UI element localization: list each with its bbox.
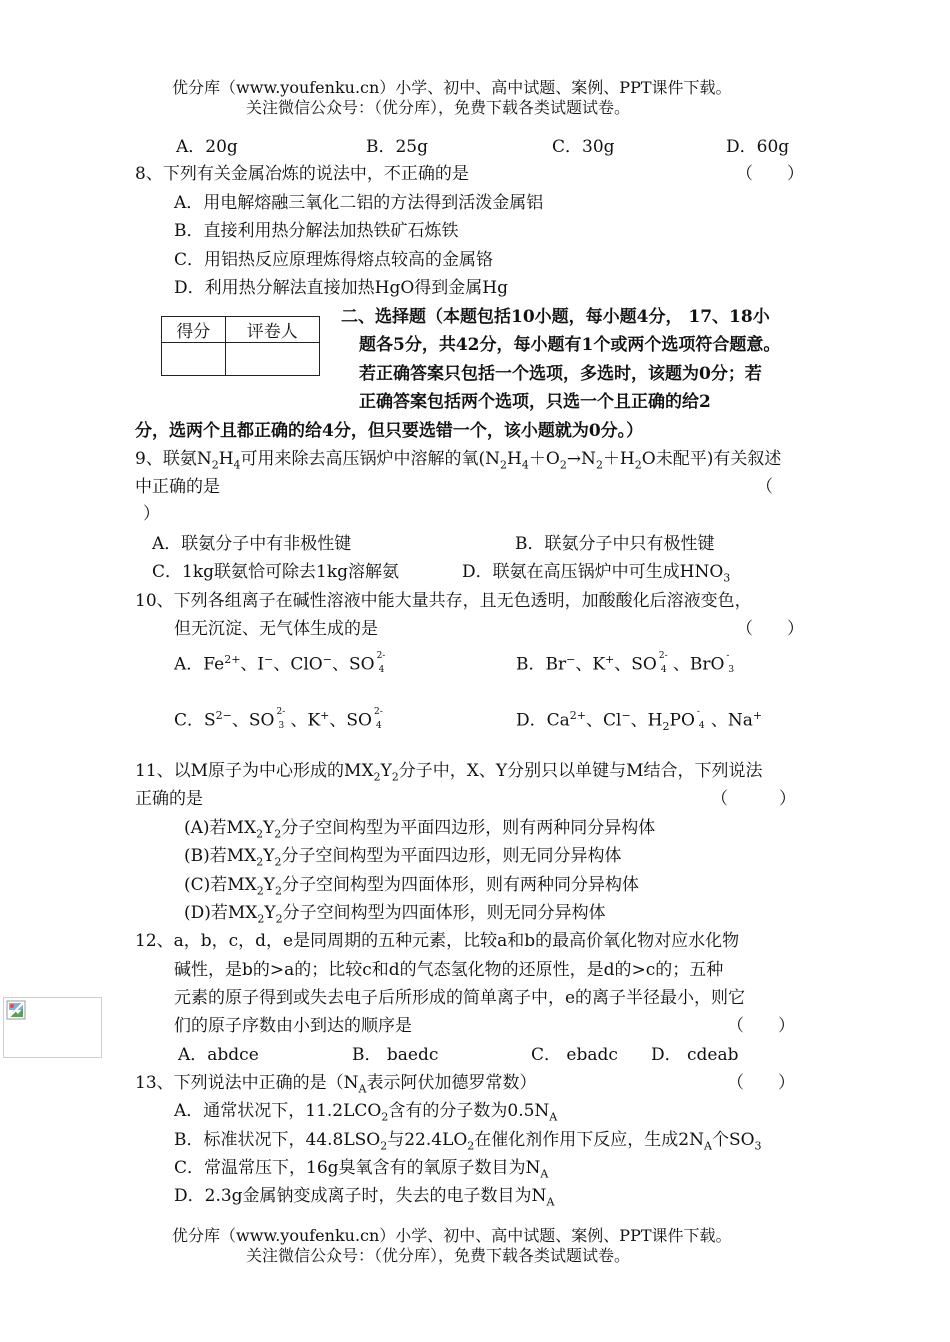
q8-answer-paren: （ ） [736,164,804,184]
subscript: 2 [256,827,264,841]
q11-text: 分子空间构型为平面四边形，则无同分异构体 [281,846,622,866]
q13-stem [135,1072,536,1100]
header-line-1: 优分库（www.youfenku.cn）小学、初中、高中试题、案例、PPT课件下载。 [172,78,732,97]
section2-line-4: 正确答案包括两个选项，只选一个且正确的给2 [359,392,711,412]
subscript: 3 [754,1139,762,1153]
q11-text: (B)若MX [184,846,257,866]
q10-text: C．S [174,710,216,731]
q8-option-c: C．用铝热反应原理炼得熔点较高的金属铬 [174,250,494,270]
q10-text: 、Na [710,710,753,731]
superscript: − [621,709,631,722]
ion-charge-stack [724,649,740,675]
q9-option-c: C．1kg联氨恰可除去1kg溶解氨 [152,562,400,582]
q7-option-a: A．20g [176,137,238,157]
q10-option-b [516,649,740,676]
q10-text: 、Cl [586,710,622,731]
section2-line-2: 题各5分，共42分，每小题有1个或两个选项符合题意。 [359,335,781,355]
q11-stem-line-2: 正确的是 [135,789,203,809]
q13-text: A．通常状况下，11.2LCO [174,1101,382,1121]
q13-text: 含有的分子数为0.5N [388,1101,550,1121]
q10-text: 、H [630,710,663,731]
q12-stem-line-2: 碱性，是b的>a的；比较c和d的气态氢化物的还原性，是d的>c的；五种 [174,960,724,980]
section2-line-3: 若正确答案只包括一个选项，多选时，该题为0分；若 [359,364,762,384]
q8-option-d: D．利用热分解法直接加热HgO得到金属Hg [174,278,508,298]
q12-option-d: D． cdeab [651,1045,739,1065]
score-header: 得分 [162,317,226,343]
subscript: 2 [391,770,399,784]
q10-text: 、K [575,654,606,675]
q10-text: D．Ca [516,710,570,731]
q9-text: 可用来除去高压锅炉中溶解的氧(N [240,449,501,469]
ion-charge-stack [657,649,673,675]
q11-text: Y [263,818,275,838]
q11-text: Y [263,846,275,866]
q13-answer-paren: （ ） [727,1073,795,1093]
q9-text: O未配平)有关叙述 [641,449,782,469]
subscript: 2 [467,1139,475,1153]
subscript: 3 [723,571,731,585]
q12-stem-line-3: 元素的原子得到或失去电子后所形成的简单离子中，e的离子半径最小，则它 [174,988,746,1008]
q9-paren-open: （ [756,477,773,497]
q12-stem-line-4: 们的原子序数由小到达的顺序是 [174,1016,412,1036]
q10-option-a [174,649,391,676]
q9-text: ＋H [602,449,635,469]
q9-option-d-text: D．联氨在高压锅炉中可生成HNO [462,562,724,582]
q11-text: (C)若MX [184,875,257,895]
q11-option-b [184,845,622,873]
q11-text: 分子中，X、Y分别只以单键与M结合，下列说法 [398,761,763,781]
subscript: 2 [274,827,282,841]
q10-text: 、I [240,654,265,675]
superscript: + [320,709,330,722]
subscript: 3 [728,665,735,675]
q10-answer-paren: （ ） [736,619,804,639]
subscript: A [704,1139,712,1153]
grader-header: 评卷人 [225,317,319,343]
q12-option-a: A．abdce [178,1045,259,1065]
q7-option-c: C．30g [552,137,615,157]
q10-stem-line-1: 10、下列各组离子在碱性溶液中能大量共存，且无色透明，加酸酸化后溶液变色， [135,591,752,611]
charge: 2- [373,707,383,717]
superscript: 2+ [224,653,241,666]
superscript: − [264,653,274,666]
q10-option-c [174,705,388,732]
charge: 2- [376,651,386,661]
q10-text: 、SO [331,654,375,675]
superscript: − [566,653,576,666]
q8-stem: 8、下列有关金属冶炼的说法中，不正确的是 [135,164,469,184]
q12-answer-paren: （ ） [727,1016,795,1036]
grader-cell [225,343,319,376]
q10-stem-line-2: 但无沉淀、无气体生成的是 [174,619,378,639]
q10-text: A．Fe [174,654,225,675]
q11-text: Y [263,875,276,895]
subscript: 2 [257,912,265,926]
subscript: 2 [274,855,282,869]
ion-charge-stack [375,649,391,675]
q10-text: 、SO [614,654,657,675]
ion-charge-stack [372,705,388,731]
q11-text: 分子空间构型为四面体形，则无同分异构体 [282,903,606,923]
subscript: 2 [559,458,567,472]
subscript: A [540,1167,549,1181]
q7-option-b: B．25g [366,137,429,157]
footer-line-1: 优分库（www.youfenku.cn）小学、初中、高中试题、案例、PPT课件下载。 [172,1226,732,1245]
q11-option-d [184,902,606,930]
charge: 2- [658,651,668,661]
q13-text: D．2.3g金属钠变成离子时，失去的电子数目为N [174,1186,547,1206]
broken-image-icon [6,1000,26,1020]
q9-text: 9、联氨N [135,449,212,469]
q13-text: 在催化剂作用下反应，生成2N [474,1130,704,1150]
q11-text: Y [264,903,276,923]
subscript: 2 [211,458,219,472]
q12-option-c: C． ebadc [531,1045,618,1065]
q13-text: 13、下列说法中正确的是（N [135,1073,359,1093]
q11-option-c [184,874,639,902]
q13-option-b [174,1129,762,1157]
q13-text: 个SO [711,1130,755,1150]
q10-text: 、SO [329,710,372,731]
subscript: A [358,1082,367,1096]
q12-stem-line-1: 12、a，b，c，d，e是同周期的五种元素，比较a和b的最高价氧化物对应水化物 [135,931,740,951]
q13-option-d [174,1185,554,1213]
q9-option-a: A．联氨分子中有非极性键 [152,534,352,554]
q13-option-a [174,1100,557,1128]
charge: - [726,651,730,661]
q10-text: 、BrO [672,654,725,675]
q7-option-d: D．60g [726,137,790,157]
q11-text: Y [380,761,392,781]
broken-image [3,997,102,1058]
q13-option-c [174,1157,548,1185]
subscript: 2 [256,884,264,898]
q10-text: 、SO [231,710,275,731]
q10-text: 、ClO [273,654,323,675]
subscript: 2 [275,884,283,898]
q11-text: (D)若MX [184,903,258,923]
q13-text: 表示阿伏加德罗常数） [366,1073,537,1093]
q9-text: ＋O [528,449,560,469]
score-cell [162,343,226,376]
q13-text: 与22.4LO [387,1130,468,1150]
q13-text: B．标准状况下，44.8LSO [174,1130,381,1150]
subscript: A [546,1195,555,1209]
section2-line-1: 二、选择题（本题包括10小题，每小题4分， 17、18小 [341,307,770,327]
subscript: 4 [378,665,385,675]
subscript: 2 [275,912,283,926]
subscript: A [549,1110,558,1124]
header-line-2: 关注微信公众号：（优分库），免费下载各类试题试卷。 [246,98,631,117]
q9-text: →N [566,449,596,469]
subscript: 2 [381,1110,389,1124]
q10-text: 、K [290,710,321,731]
q11-text: 11、以M原子为中心形成的MX [135,761,374,781]
footer-line-2: 关注微信公众号：（优分库），免费下载各类试题试卷。 [246,1246,631,1265]
subscript: 2 [373,770,381,784]
q13-text: C．常温常压下，16g臭氧含有的氧原子数目为N [174,1158,541,1178]
q9-text: H [507,449,522,469]
q10-text: PO [669,710,695,731]
subscript: 3 [278,721,285,731]
q9-text: H [218,449,234,469]
q9-paren-close: ） [143,504,160,524]
superscript: + [752,709,763,722]
q11-text: 分子空间构型为四面体形，则有两种同分异构体 [282,875,640,895]
q11-stem-line-1 [135,760,763,788]
superscript: − [322,653,332,666]
subscript: 2 [595,458,603,472]
q9-stem-line-1 [135,448,781,476]
q11-text: 分子空间构型为平面四边形，则有两种同分异构体 [281,818,656,838]
q9-stem-line-2: 中正确的是 [135,477,220,497]
ion-charge-stack [695,705,711,731]
subscript: 4 [233,458,241,472]
superscript: 2− [215,709,232,722]
q10-option-d [516,705,762,738]
q12-option-b: B． baedc [352,1045,439,1065]
q9-option-b: B．联氨分子中只有极性键 [515,534,715,554]
q9-option-d [462,561,730,589]
subscript: 2 [634,458,642,472]
superscript: 2+ [569,709,586,722]
q10-text: B．Br [516,654,567,675]
subscript: 2 [500,458,508,472]
subscript: 4 [521,458,529,472]
subscript: 2 [256,855,264,869]
ion-charge-stack [274,705,290,731]
charge: - [696,707,700,717]
q11-answer-paren: （ ） [711,789,796,809]
subscript: 2 [662,720,670,734]
q11-option-a [184,817,655,845]
subscript: 2 [380,1139,388,1153]
q11-text: (A)若MX [184,818,257,838]
superscript: + [605,653,615,666]
q8-option-a: A．用电解熔融三氧化二铝的方法得到活泼金属铝 [174,193,544,213]
q8-option-b: B．直接利用热分解法加热铁矿石炼铁 [174,221,459,241]
subscript: 4 [660,665,667,675]
score-table [161,316,320,376]
subscript: 4 [375,721,382,731]
section2-line-5: 分，选两个且都正确的给4分，但只要选错一个，该小题就为0分。） [135,421,644,441]
charge: 2- [276,707,286,717]
subscript: 4 [698,721,705,731]
